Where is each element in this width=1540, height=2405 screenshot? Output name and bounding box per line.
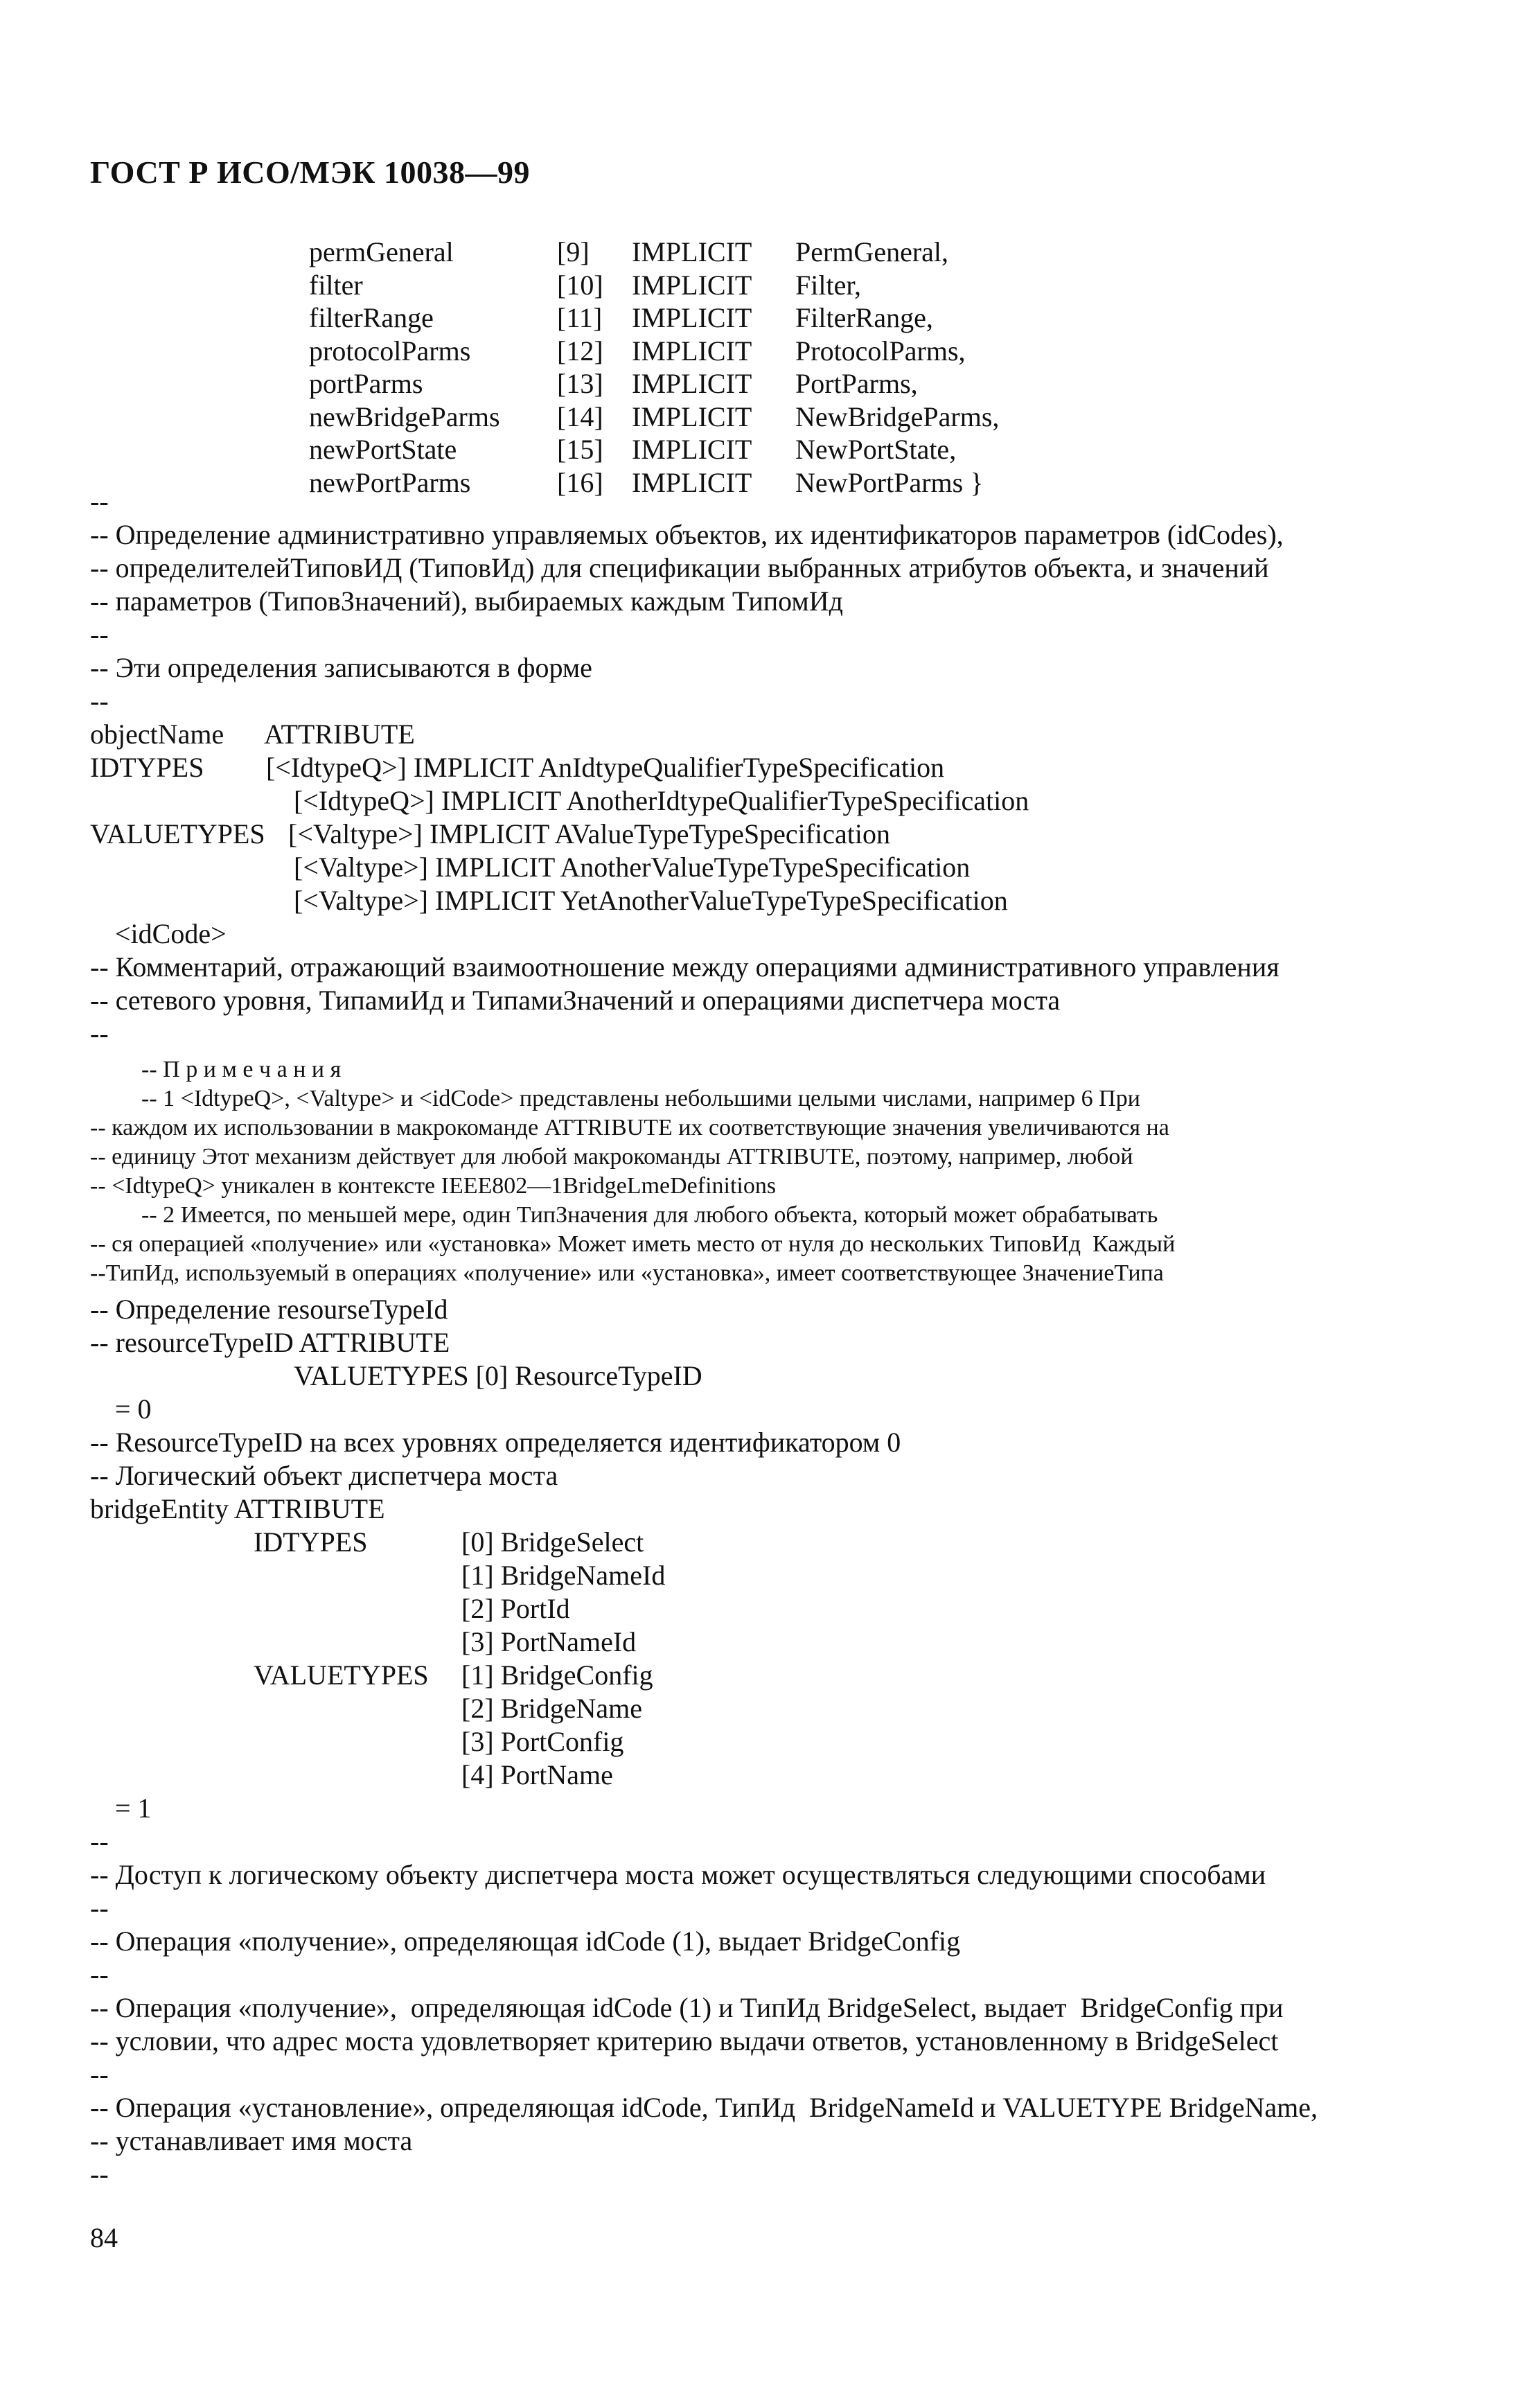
code-line: [<Valtype>] IMPLICIT AValueTypeTypeSpecification [288, 818, 890, 849]
choice-kw: IMPLICIT [632, 236, 752, 267]
choice-name: newBridgeParms [309, 400, 500, 432]
comment-line: -- определителейТиповИД (ТиповИд) для спецификации выбранных атрибутов объекта, и значений [90, 552, 1269, 583]
note-line: -- <IdtypeQ> уникален в контексте IEEE802—1BridgeLmeDefinitions [90, 1173, 777, 1199]
comment-line: -- [90, 1826, 109, 1857]
comment-line: -- Доступ к логическому объекту диспетчера моста может осуществляться следующими способами [90, 1859, 1266, 1890]
code-line: [1] BridgeConfig [461, 1659, 653, 1691]
choice-kw: IMPLICIT [632, 335, 752, 367]
choice-kw: IMPLICIT [632, 368, 752, 399]
choice-tag: [10] [557, 269, 603, 301]
note-line: -- каждом их использовании в макрокоманде ATTRIBUTE их соответствующие значения увеличиваются на [90, 1115, 1169, 1140]
choice-tag: [14] [557, 400, 603, 432]
comment-line: -- Логический объект диспетчера моста [90, 1460, 558, 1491]
note-line: --ТипИд, используемый в операциях «получение» или «установка», имеет соответствующее ЗначениеТипа [90, 1260, 1164, 1286]
comment-line: -- Операция «получение», определяющая idCode (1) и ТипИд BridgeSelect, выдает BridgeConfig при [90, 1992, 1284, 2023]
document-header: ГОСТ Р ИСО/МЭК 10038—99 [90, 155, 530, 190]
code-line: [<IdtypeQ>] IMPLICIT AnIdtypeQualifierTypeSpecification [266, 752, 945, 783]
code-line: [4] PortName [461, 1759, 613, 1790]
code-keyword: IDTYPES [254, 1526, 368, 1558]
code-line: [2] PortId [461, 1593, 570, 1624]
choice-tag: [9] [557, 236, 590, 267]
page-number: 84 [90, 2222, 118, 2253]
choice-tag: [11] [557, 302, 603, 333]
code-line: [3] PortNameId [461, 1626, 637, 1657]
choice-name: filterRange [309, 302, 434, 333]
choice-name: portParms [309, 368, 423, 399]
choice-kw: IMPLICIT [632, 434, 752, 465]
code-line: [1] BridgeNameId [461, 1560, 666, 1591]
choice-type: PortParms, [795, 368, 918, 399]
choice-type: PermGeneral, [795, 236, 949, 267]
comment-line: -- Определение административно управляемых объектов, их идентификаторов параметров (idCodes), [90, 519, 1284, 550]
code-line: [3] PortConfig [461, 1726, 624, 1757]
code-keyword: VALUETYPES [254, 1659, 429, 1691]
comment-line: -- Определение resourseTypeId [90, 1294, 448, 1325]
choice-type: NewPortParms } [795, 466, 984, 498]
comment-line: -- [90, 1018, 109, 1049]
choice-name: filter [309, 269, 363, 301]
choice-type: Filter, [795, 269, 862, 301]
code-line: = 0 [115, 1393, 152, 1425]
code-line: [0] BridgeSelect [461, 1526, 644, 1558]
choice-kw: IMPLICIT [632, 302, 752, 333]
comment-line: -- Операция «установление», определяющая idCode, ТипИд BridgeNameId и VALUETYPE BridgeName, [90, 2092, 1318, 2123]
code-line: objectName ATTRIBUTE [90, 719, 415, 750]
note-heading: -- П р и м е ч а н и я [141, 1057, 342, 1082]
comment-line: -- [90, 1892, 109, 1923]
comment-line: -- resourceTypeID ATTRIBUTE [90, 1327, 450, 1358]
note-line: -- ся операцией «получение» или «установка» Может иметь место от нуля до нескольких ТиповИд Каждый [90, 1231, 1176, 1257]
choice-tag: [15] [557, 434, 603, 465]
comment-line: -- сетевого уровня, ТипамиИд и ТипамиЗначений и операциями диспетчера моста [90, 985, 1061, 1016]
choice-type: NewBridgeParms, [795, 400, 1000, 432]
code-line: [<Valtype>] IMPLICIT AnotherValueTypeTypeSpecification [294, 852, 971, 883]
note-line: -- 2 Имеется, по меньшей мере, один ТипЗначения для любого объекта, который может обрабатывать [141, 1202, 1158, 1228]
code-line: [2] BridgeName [461, 1693, 643, 1724]
code-keyword: VALUETYPES [90, 818, 265, 849]
code-line: <idCode> [115, 918, 227, 949]
choice-type: NewPortState, [795, 434, 957, 465]
choice-tag: [13] [557, 368, 603, 399]
choice-name: newPortParms [309, 466, 471, 498]
comment-line: -- параметров (ТиповЗначений), выбираемых каждым ТипомИд [90, 585, 843, 617]
choice-name: newPortState [309, 434, 457, 465]
note-line: -- единицу Этот механизм действует для любой макрокоманды ATTRIBUTE, поэтому, например, любой [90, 1144, 1133, 1170]
comment-line: -- [90, 1959, 109, 1990]
comment-line: -- ResourceTypeID на всех уровнях определяется идентификатором 0 [90, 1427, 901, 1458]
choice-kw: IMPLICIT [632, 269, 752, 301]
comment-line: -- [90, 2059, 109, 2090]
choice-tag: [16] [557, 466, 603, 498]
code-line: = 1 [115, 1792, 152, 1824]
comment-line: -- [90, 2158, 109, 2190]
comment-line: -- устанавливает имя моста [90, 2125, 413, 2156]
choice-kw: IMPLICIT [632, 400, 752, 432]
choice-name: protocolParms [309, 335, 471, 367]
comment-line: -- [90, 685, 109, 716]
choice-tag: [12] [557, 335, 603, 367]
note-line: -- 1 <IdtypeQ>, <Valtype> и <idCode> представлены небольшими целыми числами, например 6 При [141, 1086, 1140, 1111]
comment-line: -- Комментарий, отражающий взаимоотношение между операциями административного управления [90, 951, 1280, 983]
comment-line: -- Операция «получение», определяющая idCode (1), выдает BridgeConfig [90, 1926, 961, 1957]
code-keyword: IDTYPES [90, 752, 204, 783]
choice-name: permGeneral [309, 236, 454, 267]
code-line: VALUETYPES [0] ResourceTypeID [294, 1360, 702, 1391]
code-line: bridgeEntity ATTRIBUTE [90, 1493, 385, 1524]
comment-line: -- [90, 486, 109, 517]
comment-line: -- Эти определения записываются в форме [90, 652, 592, 683]
choice-type: FilterRange, [795, 302, 933, 333]
choice-kw: IMPLICIT [632, 466, 752, 498]
code-line: [<Valtype>] IMPLICIT YetAnotherValueTypeTypeSpecification [294, 885, 1008, 916]
choice-type: ProtocolParms, [795, 335, 966, 367]
comment-line: -- [90, 619, 109, 650]
comment-line: -- условии, что адрес моста удовлетворяет критерию выдачи ответов, установленному в BridgeSelect [90, 2025, 1279, 2056]
code-line: [<IdtypeQ>] IMPLICIT AnotherIdtypeQualifierTypeSpecification [294, 785, 1029, 816]
